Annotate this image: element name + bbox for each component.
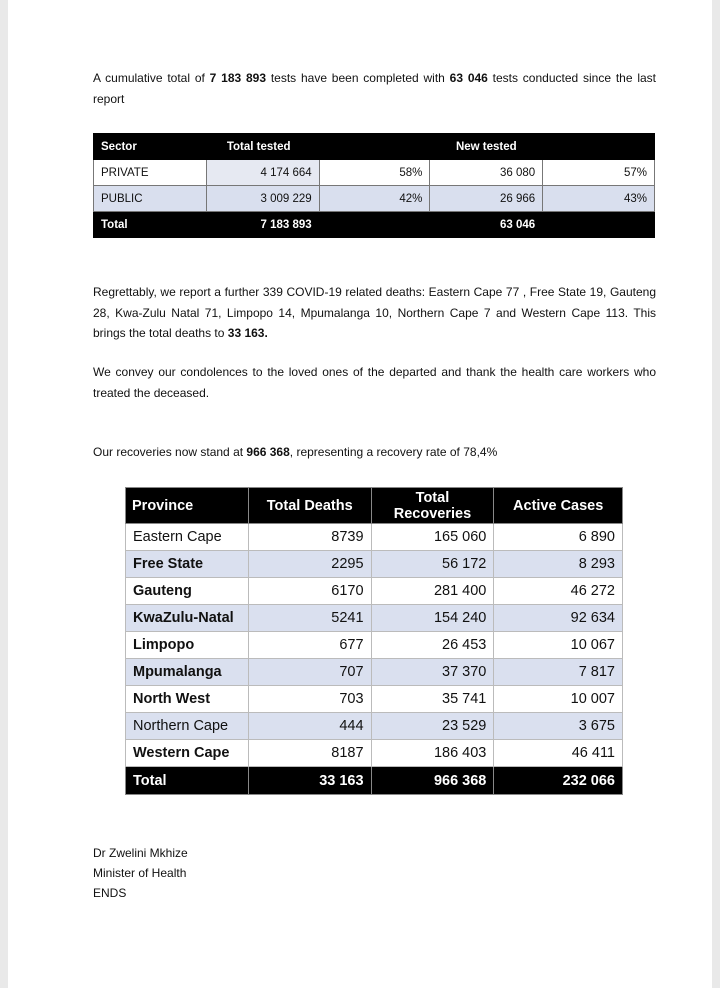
active-cell: 46 272 [494,578,623,605]
active-cell: 46 411 [494,740,623,767]
table-row [94,186,655,212]
province-cell: Eastern Cape [126,524,249,551]
total-blank-2 [543,212,655,238]
deaths-total: 33 163. [227,326,268,340]
recoveries-paragraph [93,442,656,463]
recoveries-value: 966 368 [246,445,290,459]
total-deaths-value: 33 163 [248,767,371,795]
header-province: Province [126,488,249,524]
recoveries-cell: 186 403 [371,740,494,767]
intro-total-tests: 7 183 893 [209,71,266,85]
header-total-tested: Total tested [206,134,319,160]
sector-cell: PRIVATE [94,160,207,186]
active-cell: 6 890 [494,524,623,551]
deaths-cell: 8739 [248,524,371,551]
header-new-tested: New tested [430,134,543,160]
province-cell: Gauteng [126,578,249,605]
total-cell: 4 174 664 [206,160,319,186]
document-page [8,0,712,988]
province-cell: Mpumalanga [126,659,249,686]
province-cell: Western Cape [126,740,249,767]
recoveries-cell: 281 400 [371,578,494,605]
intro-text-3: tests conducted since the last report [93,71,656,106]
new-pct-cell: 57% [543,160,655,186]
table-row [126,632,623,659]
recoveries-cell: 26 453 [371,632,494,659]
signature-title: Minister of Health [93,866,187,880]
deaths-cell: 444 [248,713,371,740]
province-cell: Free State [126,551,249,578]
active-cell: 10 007 [494,686,623,713]
total-blank-1 [319,212,430,238]
active-cell: 3 675 [494,713,623,740]
condolences-paragraph: We convey our condolences to the loved ones of the departed and thank the health care workers who treated the deceased. [93,365,656,400]
intro-new-tests: 63 046 [449,71,488,85]
active-cell: 7 817 [494,659,623,686]
new-cell: 36 080 [430,160,543,186]
province-cell: North West [126,686,249,713]
recoveries-cell: 56 172 [371,551,494,578]
deaths-cell: 707 [248,659,371,686]
recoveries-text-1: Our recoveries now stand at [93,445,247,459]
header-total-recoveries: Total Recoveries [371,488,494,524]
province-cell: Northern Cape [126,713,249,740]
table-row [126,524,623,551]
deaths-text: Regrettably, we report a further 339 COVID-19 related deaths: Eastern Cape 77 , Free State 19, Gauteng 28, Kwa-Zulu Natal 71, Limpopo 14, Mpumalanga 10, Northern Cape 7 and Western Cape 113. This brings the total deaths to [93,285,656,340]
ends-marker: ENDS [93,886,127,900]
new-cell: 26 966 [430,186,543,212]
new-pct-cell: 43% [543,186,655,212]
tests-table-header [94,134,655,160]
table-row [126,605,623,632]
recoveries-cell: 165 060 [371,524,494,551]
total-pct-cell: 58% [319,160,430,186]
header-active-cases: Active Cases [494,488,623,524]
deaths-cell: 2295 [248,551,371,578]
recoveries-cell: 23 529 [371,713,494,740]
deaths-cell: 5241 [248,605,371,632]
total-active-value: 232 066 [494,767,623,795]
table-row [126,659,623,686]
table-row [126,713,623,740]
intro-paragraph [93,68,656,109]
total-tested-value: 7 183 893 [206,212,319,238]
active-cell: 10 067 [494,632,623,659]
signature-name: Dr Zwelini Mkhize [93,846,188,860]
header-sector: Sector [94,134,207,160]
active-cell: 8 293 [494,551,623,578]
table-row [126,551,623,578]
province-table [125,487,623,795]
header-total-deaths: Total Deaths [248,488,371,524]
sector-cell: PUBLIC [94,186,207,212]
deaths-cell: 677 [248,632,371,659]
recoveries-cell: 154 240 [371,605,494,632]
header-blank-1 [319,134,430,160]
deaths-paragraph [93,282,656,344]
tests-total-row [94,212,655,238]
province-cell: KwaZulu-Natal [126,605,249,632]
recoveries-cell: 35 741 [371,686,494,713]
intro-text-2: tests have been completed with [266,71,450,85]
header-blank-2 [543,134,655,160]
table-row [126,578,623,605]
total-pct-cell: 42% [319,186,430,212]
deaths-cell: 8187 [248,740,371,767]
active-cell: 92 634 [494,605,623,632]
table-row [126,686,623,713]
province-table-header [126,488,623,524]
table-row [126,740,623,767]
province-total-row [126,767,623,795]
signature-block [93,843,188,903]
recoveries-text-2: , representing a recovery rate of 78,4% [289,445,498,459]
total-recoveries-value: 966 368 [371,767,494,795]
total-label: Total [126,767,249,795]
total-label: Total [94,212,207,238]
deaths-cell: 703 [248,686,371,713]
total-cell: 3 009 229 [206,186,319,212]
total-new-value: 63 046 [430,212,543,238]
recoveries-cell: 37 370 [371,659,494,686]
province-cell: Limpopo [126,632,249,659]
table-row [94,160,655,186]
tests-table [93,133,655,238]
deaths-cell: 6170 [248,578,371,605]
intro-text-1: A cumulative total of [93,71,210,85]
